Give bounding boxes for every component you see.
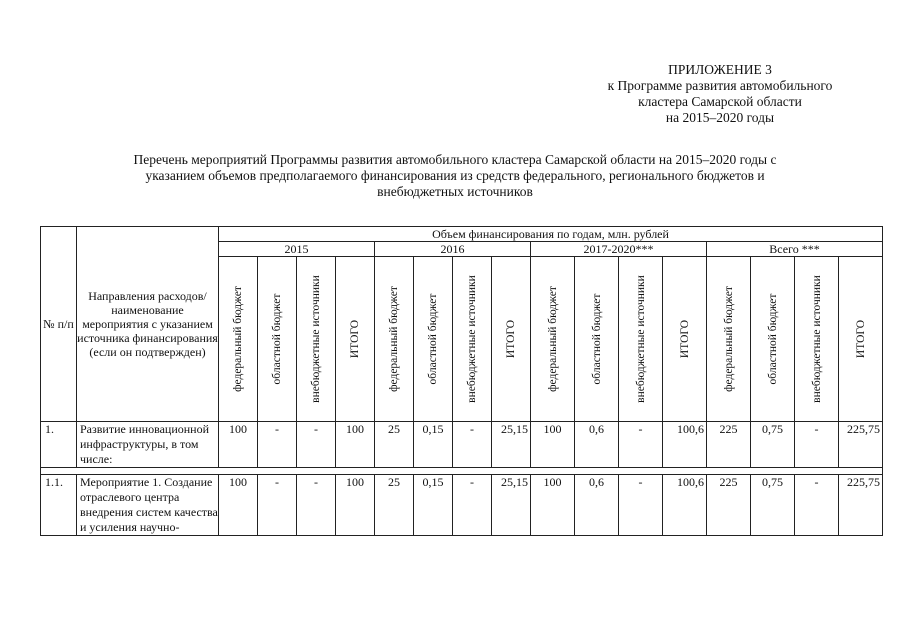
- appendix-header: [520, 62, 905, 126]
- subcol-header-cell: [414, 257, 453, 422]
- cell-value: 100,6: [663, 422, 707, 468]
- appendix-line: кластера Самарской области: [638, 94, 802, 109]
- appendix-line: ПРИЛОЖЕНИЕ 3: [668, 62, 772, 77]
- subcol-label: ИТОГО: [854, 319, 867, 359]
- appendix-line: к Программе развития автомобильного: [607, 78, 833, 93]
- subcol-header-cell: [663, 257, 707, 422]
- title-line: указанием объемов предполагаемого финансирования из средств федерального, регионального бюджетов и: [145, 168, 765, 183]
- subcol-label: областной бюджет: [590, 293, 603, 385]
- table-row: [41, 422, 883, 468]
- period-header-2017-2020: 2017-2020***: [531, 242, 707, 257]
- cell-value: -: [619, 422, 663, 468]
- subcol-header-cell: [492, 257, 531, 422]
- cell-value: 0,6: [575, 475, 619, 536]
- cell-value: 100: [531, 475, 575, 536]
- cell-value: 25: [375, 422, 414, 468]
- period-header-total: Всего ***: [707, 242, 883, 257]
- cell-value: 100: [219, 475, 258, 536]
- subcol-label: внебюджетные источники: [810, 275, 823, 403]
- cell-value: 225,75: [839, 475, 883, 536]
- row-number: 1.1.: [41, 475, 77, 536]
- subcol-label: федеральный бюджет: [388, 286, 400, 392]
- cell-value: -: [619, 475, 663, 536]
- subcol-header-cell: [707, 257, 751, 422]
- title-line: Перечень мероприятий Программы развития автомобильного кластера Самарской области на 2015–2020 годы с: [133, 152, 777, 167]
- appendix-line: на 2015–2020 годы: [665, 110, 775, 125]
- period-header-2015: 2015: [219, 242, 375, 257]
- cell-value: 100: [336, 422, 375, 468]
- subcol-label: областной бюджет: [766, 293, 779, 385]
- subcol-header-cell: [375, 257, 414, 422]
- subcol-label: внебюджетные источники: [310, 275, 322, 403]
- cell-value: 25,15: [492, 475, 531, 536]
- period-header-2016: 2016: [375, 242, 531, 257]
- funding-header: Объем финансирования по годам, млн. рублей: [219, 227, 883, 242]
- subcol-label: областной бюджет: [427, 293, 439, 385]
- funding-table: [40, 226, 883, 536]
- cell-value: 100: [336, 475, 375, 536]
- subcol-label: ИТОГО: [505, 319, 517, 359]
- subcol-label: областной бюджет: [271, 293, 283, 385]
- subcol-header-cell: [531, 257, 575, 422]
- cell-value: 100,6: [663, 475, 707, 536]
- row-name: Мероприятие 1. Создание отраслевого центра внедрения систем качества и усиления научно-: [77, 475, 219, 536]
- subcol-label: федеральный бюджет: [722, 286, 735, 392]
- cell-value: 0,15: [414, 475, 453, 536]
- subcol-label: федеральный бюджет: [232, 286, 244, 392]
- subcol-header-cell: [258, 257, 297, 422]
- cell-value: -: [795, 475, 839, 536]
- subcol-header-cell: [336, 257, 375, 422]
- cell-value: -: [297, 422, 336, 468]
- cell-value: 225,75: [839, 422, 883, 468]
- subcol-header-cell: [453, 257, 492, 422]
- cell-value: -: [453, 475, 492, 536]
- cell-value: 0,75: [751, 475, 795, 536]
- cell-value: -: [453, 422, 492, 468]
- subcol-header-cell: [575, 257, 619, 422]
- cell-value: 0,75: [751, 422, 795, 468]
- cell-value: 25,15: [492, 422, 531, 468]
- cell-value: 0,6: [575, 422, 619, 468]
- subcol-label: ИТОГО: [349, 319, 361, 359]
- subcol-header-cell: [619, 257, 663, 422]
- cell-value: -: [258, 422, 297, 468]
- cell-value: -: [795, 422, 839, 468]
- row-name: Развитие инновационной инфраструктуры, в том числе:: [77, 422, 219, 468]
- document-title: [60, 152, 850, 200]
- subcol-header-cell: [839, 257, 883, 422]
- subcol-label: внебюджетные источники: [634, 275, 647, 403]
- subcol-header-cell: [751, 257, 795, 422]
- cell-value: 225: [707, 422, 751, 468]
- cell-value: 225: [707, 475, 751, 536]
- column-header-name: Направления расходов/ наименование мероприятия с указанием источника финансирования (если он подтвержден): [77, 227, 219, 422]
- cell-value: -: [258, 475, 297, 536]
- subcol-label: федеральный бюджет: [546, 286, 559, 392]
- subcol-label: ИТОГО: [678, 319, 691, 359]
- title-line: внебюджетных источников: [377, 184, 533, 199]
- subcol-label: внебюджетные источники: [466, 275, 478, 403]
- column-header-number: № п/п: [41, 227, 77, 422]
- table-row: [41, 475, 883, 536]
- cell-value: -: [297, 475, 336, 536]
- subcol-header-cell: [297, 257, 336, 422]
- row-number: 1.: [41, 422, 77, 468]
- cell-value: 100: [219, 422, 258, 468]
- cell-value: 100: [531, 422, 575, 468]
- subcol-header-cell: [219, 257, 258, 422]
- subcol-header-cell: [795, 257, 839, 422]
- cell-value: 0,15: [414, 422, 453, 468]
- cell-value: 25: [375, 475, 414, 536]
